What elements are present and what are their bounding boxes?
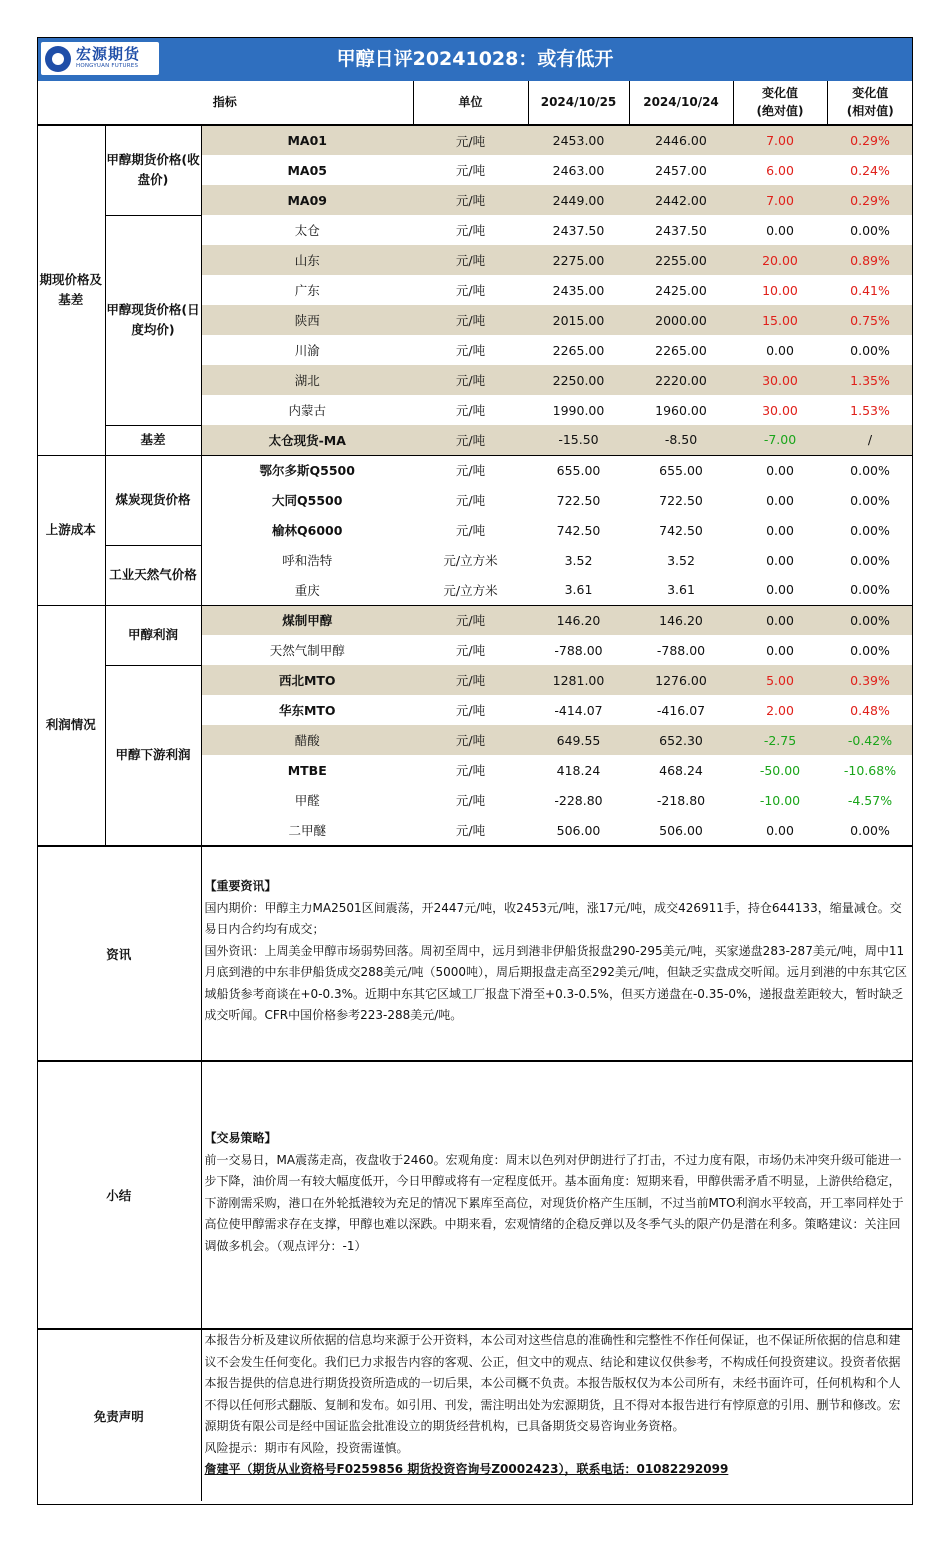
row-change-rel: 0.75%	[827, 305, 913, 335]
logo-cn-text: 宏源期货	[76, 45, 141, 64]
row-indicator-name: 山东	[201, 245, 413, 275]
row-indicator-name: 广东	[201, 275, 413, 305]
row-change-abs: 30.00	[733, 365, 827, 395]
row-change-abs: 0.00	[766, 492, 794, 508]
row-unit: 元/吨	[413, 125, 528, 155]
row-value-date1: 742.50	[556, 522, 601, 538]
row-unit: 元/吨	[413, 365, 528, 395]
row-change-rel: 0.24%	[850, 162, 890, 178]
row-change-abs: 0.00	[766, 222, 794, 238]
group-label-spot-futures: 期现价格及基差	[37, 125, 105, 455]
row-change-rel: 0.00%	[850, 492, 890, 508]
row-change-rel: 1.53%	[850, 402, 890, 418]
summary-row	[37, 1061, 913, 1329]
row-value-date2: 3.52	[667, 552, 695, 568]
row-indicator-name: 天然气制甲醇	[201, 635, 413, 665]
row-unit: 元/吨	[455, 283, 486, 298]
row-unit: 元/吨	[455, 223, 486, 238]
row-unit: 元/吨	[455, 163, 486, 178]
row-change-rel: 0.00%	[850, 552, 890, 568]
row-unit: 元/吨	[455, 523, 486, 538]
row-indicator-name: 太仓	[201, 215, 413, 245]
col-header-date1: 2024/10/25	[528, 81, 629, 125]
row-change-abs: 0.00	[766, 552, 794, 568]
row-change-rel: 0.00%	[827, 455, 913, 485]
row-indicator-name: 湖北	[201, 365, 413, 395]
disclaimer-label: 免责声明	[37, 1329, 201, 1501]
row-change-abs: -50.00	[759, 762, 801, 778]
subgroup-coal-price: 煤炭现货价格	[105, 455, 201, 545]
row-change-abs: 2.00	[766, 702, 794, 718]
subgroup-futures-price: 甲醇期货价格(收盘价)	[106, 152, 200, 188]
row-value-date1: 2453.00	[528, 125, 629, 155]
row-value-date1: 1281.00	[528, 665, 629, 695]
table-row	[37, 605, 913, 635]
row-value-date2: 1276.00	[629, 665, 733, 695]
row-value-date2: 2425.00	[655, 282, 707, 298]
row-change-rel: 0.00%	[850, 822, 890, 838]
row-value-date2: 1960.00	[655, 402, 707, 418]
group-label-upstream-cost: 上游成本	[37, 455, 105, 605]
row-change-rel: 1.35%	[827, 365, 913, 395]
row-change-rel: 0.00%	[850, 222, 890, 238]
row-value-date1: 2275.00	[528, 245, 629, 275]
row-value-date2: 2255.00	[629, 245, 733, 275]
row-value-date2: 2442.00	[629, 185, 733, 215]
row-change-abs: -10.00	[759, 792, 801, 808]
row-indicator-name: MA09	[201, 185, 413, 215]
table-header-row	[37, 81, 913, 125]
disclaimer-content	[201, 1329, 913, 1501]
row-indicator-name: 大同Q5500	[201, 485, 413, 515]
row-value-date1: 418.24	[556, 762, 601, 778]
row-value-date2: -788.00	[656, 642, 706, 658]
row-value-date1: 2015.00	[528, 305, 629, 335]
row-change-rel: 0.89%	[827, 245, 913, 275]
row-value-date1: 3.52	[564, 552, 593, 568]
row-unit: 元/吨	[413, 245, 528, 275]
row-value-date1: 506.00	[556, 822, 601, 838]
news-content	[201, 846, 913, 1061]
row-change-rel: 0.48%	[850, 702, 890, 718]
row-value-date1: -15.50	[528, 425, 629, 455]
col-header-date2: 2024/10/24	[629, 81, 733, 125]
row-change-rel: /	[827, 425, 913, 455]
summary-content	[201, 1061, 913, 1329]
row-change-abs: 0.00	[766, 642, 794, 658]
row-value-date1: 2463.00	[552, 162, 605, 178]
row-unit: 元/吨	[455, 823, 486, 838]
row-indicator-name: 醋酸	[201, 725, 413, 755]
row-value-date2: 655.00	[629, 455, 733, 485]
row-change-abs: 0.00	[766, 522, 794, 538]
row-value-date1: 1990.00	[552, 402, 605, 418]
row-value-date2: 2000.00	[629, 305, 733, 335]
news-text: 国内期价：甲醇主力MA2501区间震荡，开2447元/吨，收2453元/吨，涨17元/吨，成交426911手，持仓644133，缩量减仓。交易日内合约均有成交； 国外资讯：上周美金甲醇市场弱势回落。周初至周中，远月到港非伊船货报盘290-295美元/吨，买家递盘283-287美元/吨，周中11月底到港的中东非伊船货成交288美元/吨（5000吨），周后期报盘走高至292美元/吨，但缺乏实盘成交听闻。远月到港的中东其它区域船货参考商谈在+0-0.3%。近期中东其它区域工厂报盘下滑至+0.3-0.5%，但买方递盘在-0.35-0%，递报盘差距较大，暂时缺乏成交听闻。CFR中国价格参考223-288美元/吨。	[204, 900, 907, 1022]
row-unit: 元/吨	[455, 493, 486, 508]
row-change-abs: 7.00	[733, 185, 827, 215]
col-header-unit: 单位	[413, 81, 528, 125]
author-contact: 詹建平（期货从业资格号F0259856 期货投资咨询号Z0002423），联系电话：01082292099	[204, 1462, 729, 1476]
row-value-date2: -416.07	[656, 702, 706, 718]
summary-label: 小结	[37, 1061, 201, 1329]
row-indicator-name: 煤制甲醇	[201, 605, 413, 635]
row-value-date2: -218.80	[656, 792, 706, 808]
row-value-date1: -228.80	[554, 792, 603, 808]
news-heading: 【重要资讯】	[204, 879, 277, 893]
row-unit: 元/吨	[413, 665, 528, 695]
row-indicator-name: 内蒙古	[201, 395, 413, 425]
row-value-date2: 468.24	[659, 762, 703, 778]
row-value-date1: 3.61	[564, 582, 593, 598]
row-indicator-name: 二甲醚	[201, 815, 413, 845]
row-unit: 元/立方米	[443, 582, 498, 598]
row-value-date2: 146.20	[629, 605, 733, 635]
row-unit: 元/吨	[413, 605, 528, 635]
row-value-date2: 506.00	[659, 822, 703, 838]
table-row	[37, 545, 913, 575]
row-change-rel: -4.57%	[847, 792, 893, 808]
row-indicator-name: 华东MTO	[201, 695, 413, 725]
row-change-rel: -0.42%	[827, 725, 913, 755]
col-header-abs: 变化值 (绝对值)	[733, 81, 827, 125]
subgroup-gas-price: 工业天然气价格	[105, 545, 201, 605]
table-row	[37, 665, 913, 695]
row-value-date1: -414.07	[554, 702, 603, 718]
price-table	[37, 81, 913, 845]
table-row	[37, 125, 913, 155]
row-change-abs: 0.00	[733, 605, 827, 635]
row-value-date1: 655.00	[528, 455, 629, 485]
row-value-date1: 2250.00	[528, 365, 629, 395]
row-change-abs: 30.00	[762, 402, 798, 418]
row-value-date2: 2457.00	[655, 162, 707, 178]
row-indicator-name: 呼和浩特	[201, 545, 413, 575]
subgroup-spot-price: 甲醇现货价格(日度均价)	[105, 215, 201, 425]
row-change-abs: -7.00	[733, 425, 827, 455]
row-indicator-name: 重庆	[201, 575, 413, 605]
row-change-rel: 0.00%	[850, 582, 890, 598]
row-change-abs: -2.75	[733, 725, 827, 755]
row-value-date2: 742.50	[659, 522, 703, 538]
disclaimer-row	[37, 1329, 913, 1501]
row-indicator-name: MTBE	[201, 755, 413, 785]
group-label-profit: 利润情况	[37, 605, 105, 845]
row-unit: 元/吨	[455, 793, 486, 808]
row-value-date1: 649.55	[528, 725, 629, 755]
row-change-rel: 0.41%	[850, 282, 890, 298]
row-change-rel: 0.29%	[827, 125, 913, 155]
row-value-date2: 2220.00	[629, 365, 733, 395]
row-unit: 元/吨	[413, 185, 528, 215]
row-change-abs: 6.00	[766, 162, 794, 178]
row-change-rel: 0.29%	[827, 185, 913, 215]
row-unit: 元/吨	[413, 305, 528, 335]
row-change-rel: 0.00%	[850, 342, 890, 358]
row-unit: 元/吨	[455, 703, 486, 718]
row-change-abs: 10.00	[762, 282, 798, 298]
row-change-abs: 7.00	[733, 125, 827, 155]
row-change-abs: 0.00	[766, 822, 794, 838]
row-value-date2: 2446.00	[629, 125, 733, 155]
logo-en-text: HONGYUAN FUTURES	[76, 63, 139, 70]
row-value-date2: -8.50	[629, 425, 733, 455]
row-value-date1: 2437.50	[552, 222, 605, 238]
summary-text: 前一交易日，MA震荡走高，夜盘收于2460。宏观角度：周末以色列对伊朗进行了打击，不过力度有限，市场仍未冲突升级可能进一步下降，油价周一有较大幅度低开，今日甲醇或将有一定程度低开。基本面角度：短期来看，甲醇供需矛盾不明显，上游供给稳定，下游刚需采购，港口在外轮抵港较为充足的情况下累库至高位，对现货价格产生压制，不过当前MTO利润水平较高，开工率同样处于高位使甲醇需求存在支撑，甲醇也难以深跌。中期来看，宏观情绪的企稳反弹以及冬季气头的限产仍是潜在利多。策略建议：关注回调做多机会。（观点评分：-1）	[204, 1152, 904, 1253]
subgroup-downstream-profit: 甲醇下游利润	[105, 665, 201, 845]
disclaimer-text: 本报告分析及建议所依据的信息均来源于公开资料，本公司对这些信息的准确性和完整性不作任何保证，也不保证所依据的信息和建议不会发生任何变化。我们已力求报告内容的客观、公正，但文中的观点、结论和建议仅供参考，不构成任何投资建议。投资者依据本报告提供的信息进行期货投资所造成的一切后果，本公司概不负责。本报告版权仅为本公司所有，未经书面许可，任何机构和个人不得以任何形式翻版、复制和发布。如引用、刊发，需注明出处为宏源期货，且不得对本报告进行有悖原意的引用、删节和修改。宏源期货有限公司是经中国证监会批准设立的期货经营机构，已具备期货交易咨询业务资格。	[204, 1333, 901, 1433]
row-change-abs: 15.00	[733, 305, 827, 335]
row-value-date1: 2449.00	[528, 185, 629, 215]
row-indicator-name: 川渝	[201, 335, 413, 365]
risk-warning: 风险提示：期市有风险，投资需谨慎。	[204, 1440, 409, 1455]
row-change-abs: 20.00	[733, 245, 827, 275]
row-change-rel: -10.68%	[843, 762, 897, 778]
summary-heading: 【交易策略】	[204, 1131, 277, 1145]
row-value-date2: 722.50	[659, 492, 703, 508]
row-unit: 元/吨	[455, 763, 486, 778]
col-header-rel: 变化值 (相对值)	[827, 81, 913, 125]
row-value-date1: 2435.00	[552, 282, 605, 298]
row-indicator-name: 榆林Q6000	[201, 515, 413, 545]
row-change-rel: 0.00%	[850, 642, 890, 658]
row-indicator-name: MA01	[201, 125, 413, 155]
report-header	[37, 37, 913, 81]
row-value-date2: 652.30	[629, 725, 733, 755]
row-value-date2: 2437.50	[655, 222, 707, 238]
row-value-date2: 3.61	[667, 582, 695, 598]
table-row	[37, 425, 913, 455]
row-indicator-name: 鄂尔多斯Q5500	[201, 455, 413, 485]
table-row	[37, 455, 913, 485]
subgroup-methanol-profit: 甲醇利润	[105, 605, 201, 665]
row-indicator-name: MA05	[201, 155, 413, 185]
news-row	[37, 846, 913, 1061]
row-unit: 元/吨	[455, 343, 486, 358]
commentary-table	[37, 845, 913, 1501]
news-label: 资讯	[37, 846, 201, 1061]
col-header-indicator: 指标	[37, 81, 413, 125]
row-value-date2: 2265.00	[655, 342, 707, 358]
row-change-abs: 0.00	[766, 342, 794, 358]
row-indicator-name: 陕西	[201, 305, 413, 335]
row-indicator-name: 太仓现货-MA	[201, 425, 413, 455]
row-value-date1: -788.00	[554, 642, 603, 658]
subgroup-basis: 基差	[105, 425, 201, 455]
row-indicator-name: 西北MTO	[201, 665, 413, 695]
row-value-date1: 2265.00	[552, 342, 605, 358]
row-change-abs: 5.00	[733, 665, 827, 695]
row-indicator-name: 甲醛	[201, 785, 413, 815]
row-value-date1: 722.50	[556, 492, 601, 508]
row-change-abs: 0.00	[766, 582, 794, 598]
report	[37, 37, 913, 1501]
row-value-date1: 146.20	[528, 605, 629, 635]
row-unit: 元/吨	[455, 403, 486, 418]
row-unit: 元/吨	[455, 643, 486, 658]
row-change-rel: 0.00%	[827, 605, 913, 635]
row-unit: 元/立方米	[443, 553, 498, 568]
row-unit: 元/吨	[413, 455, 528, 485]
report-title: 甲醇日评20241028：或有低开	[336, 48, 614, 70]
table-row	[37, 215, 913, 245]
row-unit: 元/吨	[413, 425, 528, 455]
row-change-rel: 0.00%	[850, 522, 890, 538]
row-change-abs: 0.00	[733, 455, 827, 485]
row-change-rel: 0.39%	[827, 665, 913, 695]
row-unit: 元/吨	[413, 725, 528, 755]
